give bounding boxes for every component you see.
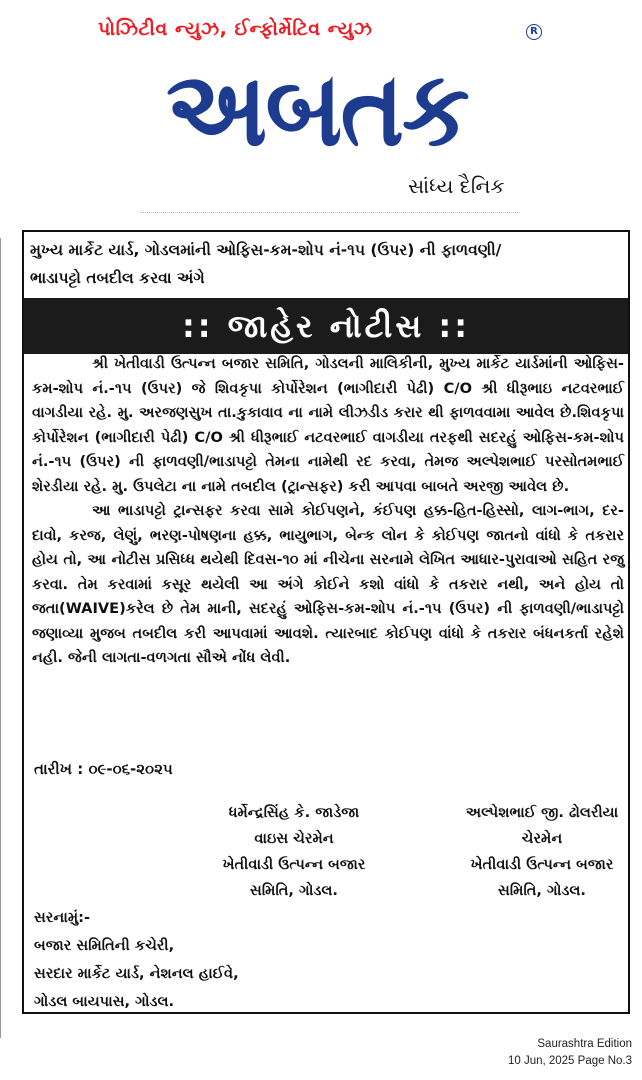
address-line-2: સરદાર માર્કેટ યાર્ડ, નેશનલ હાઈવે, [34,965,239,982]
subject-line-1: મુખ્ય માર્કેટ યાર્ડ, ગોડલમાંની ઓફિસ-કમ-શોપ નં-૧૫ (ઉપર) ની ફાળવણી/ [30,241,502,259]
newspaper-logo: અબતક [166,48,468,170]
public-notice-box [22,230,630,1014]
signatory-org-place: સમિતિ, ગોડલ. [250,882,338,899]
signatory-org-place: સમિતિ, ગોડલ. [498,882,586,899]
clipping-cut-line [140,212,520,217]
notice-subject [30,236,624,292]
masthead [0,0,642,210]
signatory-chairman [422,800,642,904]
address-heading: સરનામું:- [34,909,91,926]
signatory-title: વાઇસ ચેરમેન [254,830,334,847]
masthead-subtitle: સાંધ્ય દૈનિક [408,174,505,198]
notice-date: તારીખ : ૦૯-૦૬-૨૦૨૫ [34,760,173,778]
notice-body [32,352,624,671]
signatory-title: ચેરમેન [521,830,563,847]
edition-date-page: 10 Jun, 2025 Page No.3 [507,1055,632,1067]
registered-mark-icon: R [526,24,542,40]
masthead-tagline: પોઝિટીવ ન્યુઝ, ઈન્ફોર્મેટિવ ન્યુઝ [98,18,373,40]
notice-banner: :: જાહેર નોટીસ :: [24,298,628,354]
edition-info [508,1036,632,1070]
signatory-name: ધર્મેન્દ્રસિંહ કે. જાડેજા [228,804,360,821]
notice-paragraph-1: શ્રી ખેતીવાડી ઉત્પન્ન બજાર સમિતિ, ગોડલની માલિકીની, મુખ્ય માર્કેટ યાર્ડમાંની ઓફિસ-કમ-શોપ નં.-૧૫ (ઉપર) જે શિવકૃપા કોર્પોરેશન (ભાગીદારી પેઢી) C/O શ્રી ધીરૂભાઇ નટવરભાઈ વાગડીયા રહે. મુ. અરજણસુખ તા.કુકાવાવ ના નામે લીઝડીડ કરાર થી ફાળવવામા આવેલ છે.શિવકૃપા કોર્પોરેશન (ભાગીદારી પેઢી) C/O શ્રી ધીરૂભાઈ નટવરભાઈ વાગડીયા તરફથી સદરહું ઓફિસ-કમ-શોપ નં.-૧૫ (ઉપર) ની ફાળવણી/ભાડાપટ્ટો તેમના નામેથી રદ કરવા, તેમજ અલ્પેશભાઈ પરસોતમભાઈ શેરડીયા રહે. મુ. ઉપલેટા ના નામે તબદીલ (ટ્રાન્સફર) કરી આપવા બાબતે અરજી આવેલ છે. [32,355,624,495]
notice-paragraph-2: આ ભાડાપટ્ટો ટ્રાન્સફર કરવા સામે કોઈપણને, કંઈપણ હક્ક-હિત-હિસ્સો, લાગ-ભાગ, દર-દાવો, કરજ, લેણું, ભરણ-પોષણના હક્ક, ભાયુભાગ, બેન્ક લોન કે કોઈપણ જાતનો વાંધો કે તકરાર હોય તો, આ નોટીસ પ્રસિધ્ધ થયેથી દિવસ-૧૦ માં નીચેના સરનામે લેખિત આધાર-પુરાવાઓ સહિત રજુ કરવા. તેમ કરવામાં કસૂર થયેલી આ અંગે કોઈને કશો વાંધો કે તકરાર નથી, અને હોય તો જતા(WAIVE)કરેલ છે તેમ માની, સદરહું ઓફિસ-કમ-શોપ નં.-૧૫ (ઉપર) ની ફાળવણી/ભાડાપટ્ટો જણાવ્યા મુજબ તબદીલ કરી આપવામાં આવશે. ત્યારબાદ કોઈપણ વાંધો કે તકરાર બંધનકર્તા રહેશે નહી. જેની લાગતા-વળગતા સૌએ નોંધ લેવી. [32,502,624,666]
signatory-name: અલ્પેશભાઈ જી. ઢોલરીયા [465,804,619,821]
edition-name: Saurashtra Edition [537,1038,632,1050]
notice-address [34,904,239,1016]
address-line-1: બજાર સમિતિની કચેરી, [34,937,175,954]
address-line-3: ગોડલ બાયપાસ, ગોડલ. [34,993,175,1010]
subject-line-2: ભાડાપટ્ટો તબદીલ કરવા અંગે [30,269,205,287]
page-edge-divider [0,238,4,1038]
signatory-vice-chairman [174,800,414,904]
signatory-org: ખેતીવાડી ઉત્પન્ન બજાર [470,856,614,873]
signatory-org: ખેતીવાડી ઉત્પન્ન બજાર [222,856,366,873]
